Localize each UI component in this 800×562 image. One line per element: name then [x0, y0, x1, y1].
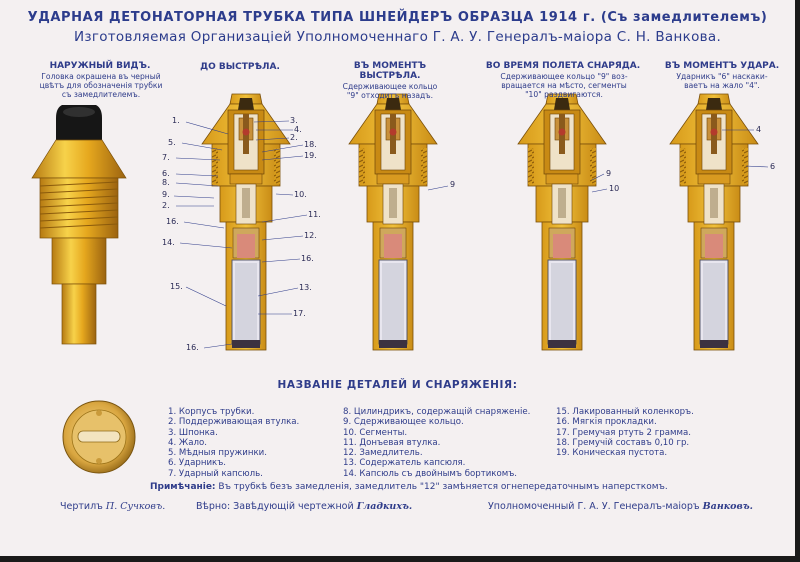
flight-note-line: Сдерживающее кольцо "9" воз-: [500, 72, 628, 81]
impact-note: [662, 72, 782, 90]
label-flight: 9: [606, 169, 612, 178]
signature-authorized: [488, 501, 753, 512]
label-impact: 4: [756, 125, 762, 134]
exterior-fuze: [32, 105, 126, 344]
part-item: 1. Корпусъ трубки.: [168, 407, 255, 417]
signature-label: Уполномоченный Г. А. У. Генералъ-маiоръ: [488, 501, 700, 512]
part-item: 14. Капсюль съ двойнымъ бортикомъ.: [343, 468, 518, 479]
label-shot: 9: [450, 180, 456, 189]
part-item: 8. Цилиндрикъ, содержащiй снаряженiе.: [343, 407, 531, 417]
label-flight: 10: [609, 184, 620, 193]
label-right: 17.: [293, 309, 306, 318]
signature-name: Гладкихъ.: [356, 501, 413, 512]
main-title: УДАРНАЯ ДЕТОНАТОРНАЯ ТРУБКА ТИПА ШНЕЙДЕРЪ ОБРАЗЦА 1914 г. (Съ замедлителемъ): [27, 10, 768, 25]
parts-column-2: [343, 407, 530, 479]
shot-note-line: Сдерживающее кольцо: [342, 82, 438, 91]
signature-label: Вѣрно: Завѣдующiй чертежной: [196, 501, 354, 512]
part-item: 15. Лакированный коленкоръ.: [556, 407, 694, 417]
footnote: [150, 482, 668, 492]
flight-note-line: "10" раздвигаются.: [525, 90, 603, 99]
label-left: 6.: [162, 169, 170, 178]
part-item: 10. Сегменты.: [343, 427, 408, 438]
label-right: 11.: [308, 210, 321, 219]
label-right: 18.: [304, 140, 317, 149]
label-right: 12.: [304, 231, 317, 240]
part-item: 13. Содержатель капсюля.: [343, 458, 466, 469]
signature-drawn: [60, 501, 165, 512]
label-left: 15.: [170, 282, 183, 291]
section-at-shot: [349, 94, 437, 350]
part-item: 3. Шпонка.: [168, 427, 218, 438]
flight-note-line: вращается на мѣсто, сегменты: [501, 81, 627, 90]
part-item: 18. Гремучiй составъ 0,10 гр.: [556, 437, 690, 448]
label-left: 5.: [168, 138, 176, 147]
part-item: 12. Замедлитель.: [343, 448, 423, 459]
shot-title: [335, 61, 445, 81]
parts-column-1: [168, 407, 299, 479]
signature-name: Ванковъ.: [702, 501, 753, 512]
exterior-note-line: Головка окрашена въ черный: [41, 72, 161, 81]
exterior-note-line: съ замедлителемъ.: [61, 90, 141, 99]
label-right: 4.: [294, 125, 302, 134]
part-item: 7. Ударный капсюль.: [168, 468, 263, 479]
label-right: 10.: [294, 190, 307, 199]
impact-note-line: Ударникъ "6" наскаки-: [676, 72, 768, 81]
label-right: 3.: [290, 116, 298, 125]
shot-title-line: ВЫСТРѢЛА.: [359, 71, 421, 81]
before-shot-title: ДО ВЫСТРѢЛА.: [200, 62, 280, 72]
label-left: 7.: [162, 153, 170, 162]
part-item: 11. Донъевая втулка.: [343, 437, 441, 448]
section-at-impact: [670, 94, 758, 350]
part-item: 17. Гремучая ртуть 2 грамма.: [556, 427, 691, 438]
exterior-title: НАРУЖНЫЙ ВИДЪ.: [49, 61, 151, 71]
label-right: 13.: [299, 283, 312, 292]
part-item: 9. Сдерживающее кольцо.: [343, 417, 464, 428]
label-right: 16.: [301, 254, 314, 263]
label-left: 8.: [162, 178, 170, 187]
label-impact: 6: [770, 162, 776, 171]
part-item: 19. Коническая пустота.: [556, 448, 668, 459]
label-left: 16.: [186, 343, 199, 352]
label-left: 9.: [162, 190, 170, 199]
shot-note-line: "9" отходитъ назадъ.: [346, 91, 434, 100]
label-left: 14.: [162, 238, 175, 247]
shot-title-line: ВЪ МОМЕНТЪ: [353, 61, 427, 71]
impact-note-line: ваетъ на жало "4".: [684, 81, 760, 90]
fuze-head-top-view: [63, 401, 135, 473]
part-item: 5. Мѣдныя пружинки.: [168, 448, 267, 459]
section-in-flight: [518, 94, 606, 350]
exterior-note: [26, 72, 176, 99]
signature-label: Чертилъ: [60, 501, 103, 512]
label-left: 2.: [162, 201, 170, 210]
flight-title: ВО ВРЕМЯ ПОЛЕТА СНАРЯДА.: [485, 61, 641, 71]
signature-verified: [196, 501, 412, 512]
subtitle: Изготовляемая Организацiей Уполномоченнаго Г. А. У. Генералъ-маiора С. Н. Ванкова.: [73, 29, 722, 45]
flight-note: [485, 72, 643, 99]
part-item: 2. Поддерживающая втулка.: [168, 417, 300, 428]
section-before-shot: [202, 94, 290, 350]
legend-title: НАЗВАНIЕ ДЕТАЛЕЙ И СНАРЯЖЕНIЯ:: [277, 379, 518, 391]
part-item: 4. Жало.: [168, 437, 207, 448]
parts-column-3: [556, 407, 694, 458]
impact-title: ВЪ МОМЕНТЪ УДАРА.: [664, 61, 780, 71]
label-left: 16.: [166, 217, 179, 226]
label-right: 2.: [290, 133, 298, 142]
footnote-label: Примѣчанiе:: [150, 482, 216, 492]
label-left: 1.: [172, 116, 180, 125]
label-right: 19.: [304, 151, 317, 160]
part-item: 16. Мягкiя прокладки.: [556, 417, 657, 428]
exterior-note-line: цвѣтъ для обозначенiя трубки: [39, 81, 163, 90]
signature-name: П. Сучковъ.: [105, 501, 166, 512]
footnote-text: Въ трубкѣ безъ замедленiя, замедлитель "12" замѣняется огнепередаточнымъ наперсткомъ.: [218, 482, 668, 492]
part-item: 6. Ударникъ.: [168, 458, 227, 469]
shot-note: [325, 82, 455, 100]
